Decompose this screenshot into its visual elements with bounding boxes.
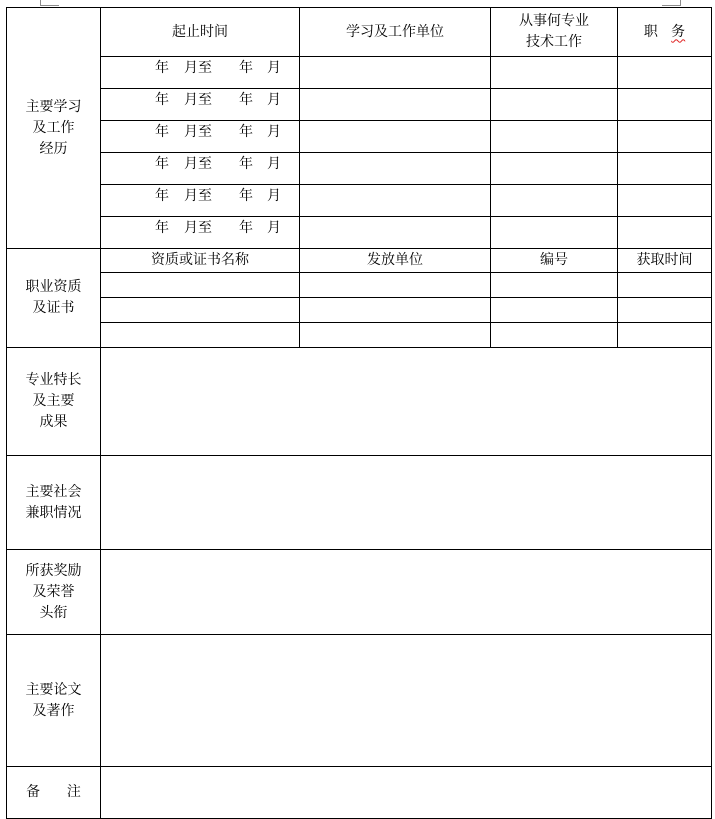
experience-label: 主要学习 及工作 经历: [7, 8, 101, 249]
tech-cell[interactable]: [491, 89, 618, 121]
certificate-row: [7, 273, 712, 298]
cert-issuer-cell[interactable]: [300, 298, 491, 323]
unit-cell[interactable]: [300, 153, 491, 185]
header-tech-work: 从事何专业 技术工作: [491, 8, 618, 57]
period-cell[interactable]: 年 月至 年 月: [101, 153, 300, 185]
position-cell[interactable]: [618, 57, 712, 89]
experience-row: [7, 185, 712, 217]
experience-row: [7, 217, 712, 249]
position-cell[interactable]: [618, 153, 712, 185]
unit-cell[interactable]: [300, 185, 491, 217]
cert-date-cell[interactable]: [618, 273, 712, 298]
cert-date-cell[interactable]: [618, 323, 712, 348]
awards-label: 所获奖励 及荣誉 头衔: [7, 550, 101, 635]
certificate-row: [7, 298, 712, 323]
cert-number-cell[interactable]: [491, 323, 618, 348]
cert-name-cell[interactable]: [101, 298, 300, 323]
period-cell[interactable]: 年 月至 年 月: [101, 89, 300, 121]
cert-issuer-cell[interactable]: [300, 273, 491, 298]
page-corner-mark-left: [40, 0, 59, 6]
specialty-field[interactable]: [101, 348, 712, 456]
cert-number-cell[interactable]: [491, 298, 618, 323]
period-cell[interactable]: 年 月至 年 月: [101, 57, 300, 89]
experience-row: [7, 121, 712, 153]
tech-cell[interactable]: [491, 57, 618, 89]
cert-number-cell[interactable]: [491, 273, 618, 298]
header-cert-name: 资质或证书名称: [101, 249, 300, 273]
cert-name-cell[interactable]: [101, 273, 300, 298]
cert-date-cell[interactable]: [618, 298, 712, 323]
certificates-label: 职业资质 及证书: [7, 249, 101, 348]
tech-cell[interactable]: [491, 185, 618, 217]
cert-name-cell[interactable]: [101, 323, 300, 348]
header-cert-date: 获取时间: [618, 249, 712, 273]
remarks-label: 备 注: [7, 767, 101, 819]
unit-cell[interactable]: [300, 217, 491, 249]
period-cell[interactable]: 年 月至 年 月: [101, 121, 300, 153]
social-label: 主要社会 兼职情况: [7, 456, 101, 550]
position-cell[interactable]: [618, 121, 712, 153]
remarks-field[interactable]: [101, 767, 712, 819]
social-field[interactable]: [101, 456, 712, 550]
experience-row: [7, 89, 712, 121]
resume-form-table: [6, 7, 712, 819]
unit-cell[interactable]: [300, 121, 491, 153]
period-cell[interactable]: 年 月至 年 月: [101, 185, 300, 217]
position-cell[interactable]: [618, 185, 712, 217]
header-cert-number: 编号: [491, 249, 618, 273]
certificate-row: [7, 323, 712, 348]
tech-cell[interactable]: [491, 153, 618, 185]
position-cell[interactable]: [618, 89, 712, 121]
page-corner-mark-right: [662, 0, 681, 6]
awards-field[interactable]: [101, 550, 712, 635]
header-position: 职 务: [618, 8, 712, 57]
unit-cell[interactable]: [300, 89, 491, 121]
header-unit: 学习及工作单位: [300, 8, 491, 57]
experience-row: [7, 153, 712, 185]
header-period: 起止时间: [101, 8, 300, 57]
papers-label: 主要论文 及著作: [7, 635, 101, 767]
cert-issuer-cell[interactable]: [300, 323, 491, 348]
tech-cell[interactable]: [491, 217, 618, 249]
tech-cell[interactable]: [491, 121, 618, 153]
position-cell[interactable]: [618, 217, 712, 249]
unit-cell[interactable]: [300, 57, 491, 89]
papers-field[interactable]: [101, 635, 712, 767]
header-cert-issuer: 发放单位: [300, 249, 491, 273]
experience-row: [7, 57, 712, 89]
period-cell[interactable]: 年 月至 年 月: [101, 217, 300, 249]
specialty-label: 专业特长 及主要 成果: [7, 348, 101, 456]
